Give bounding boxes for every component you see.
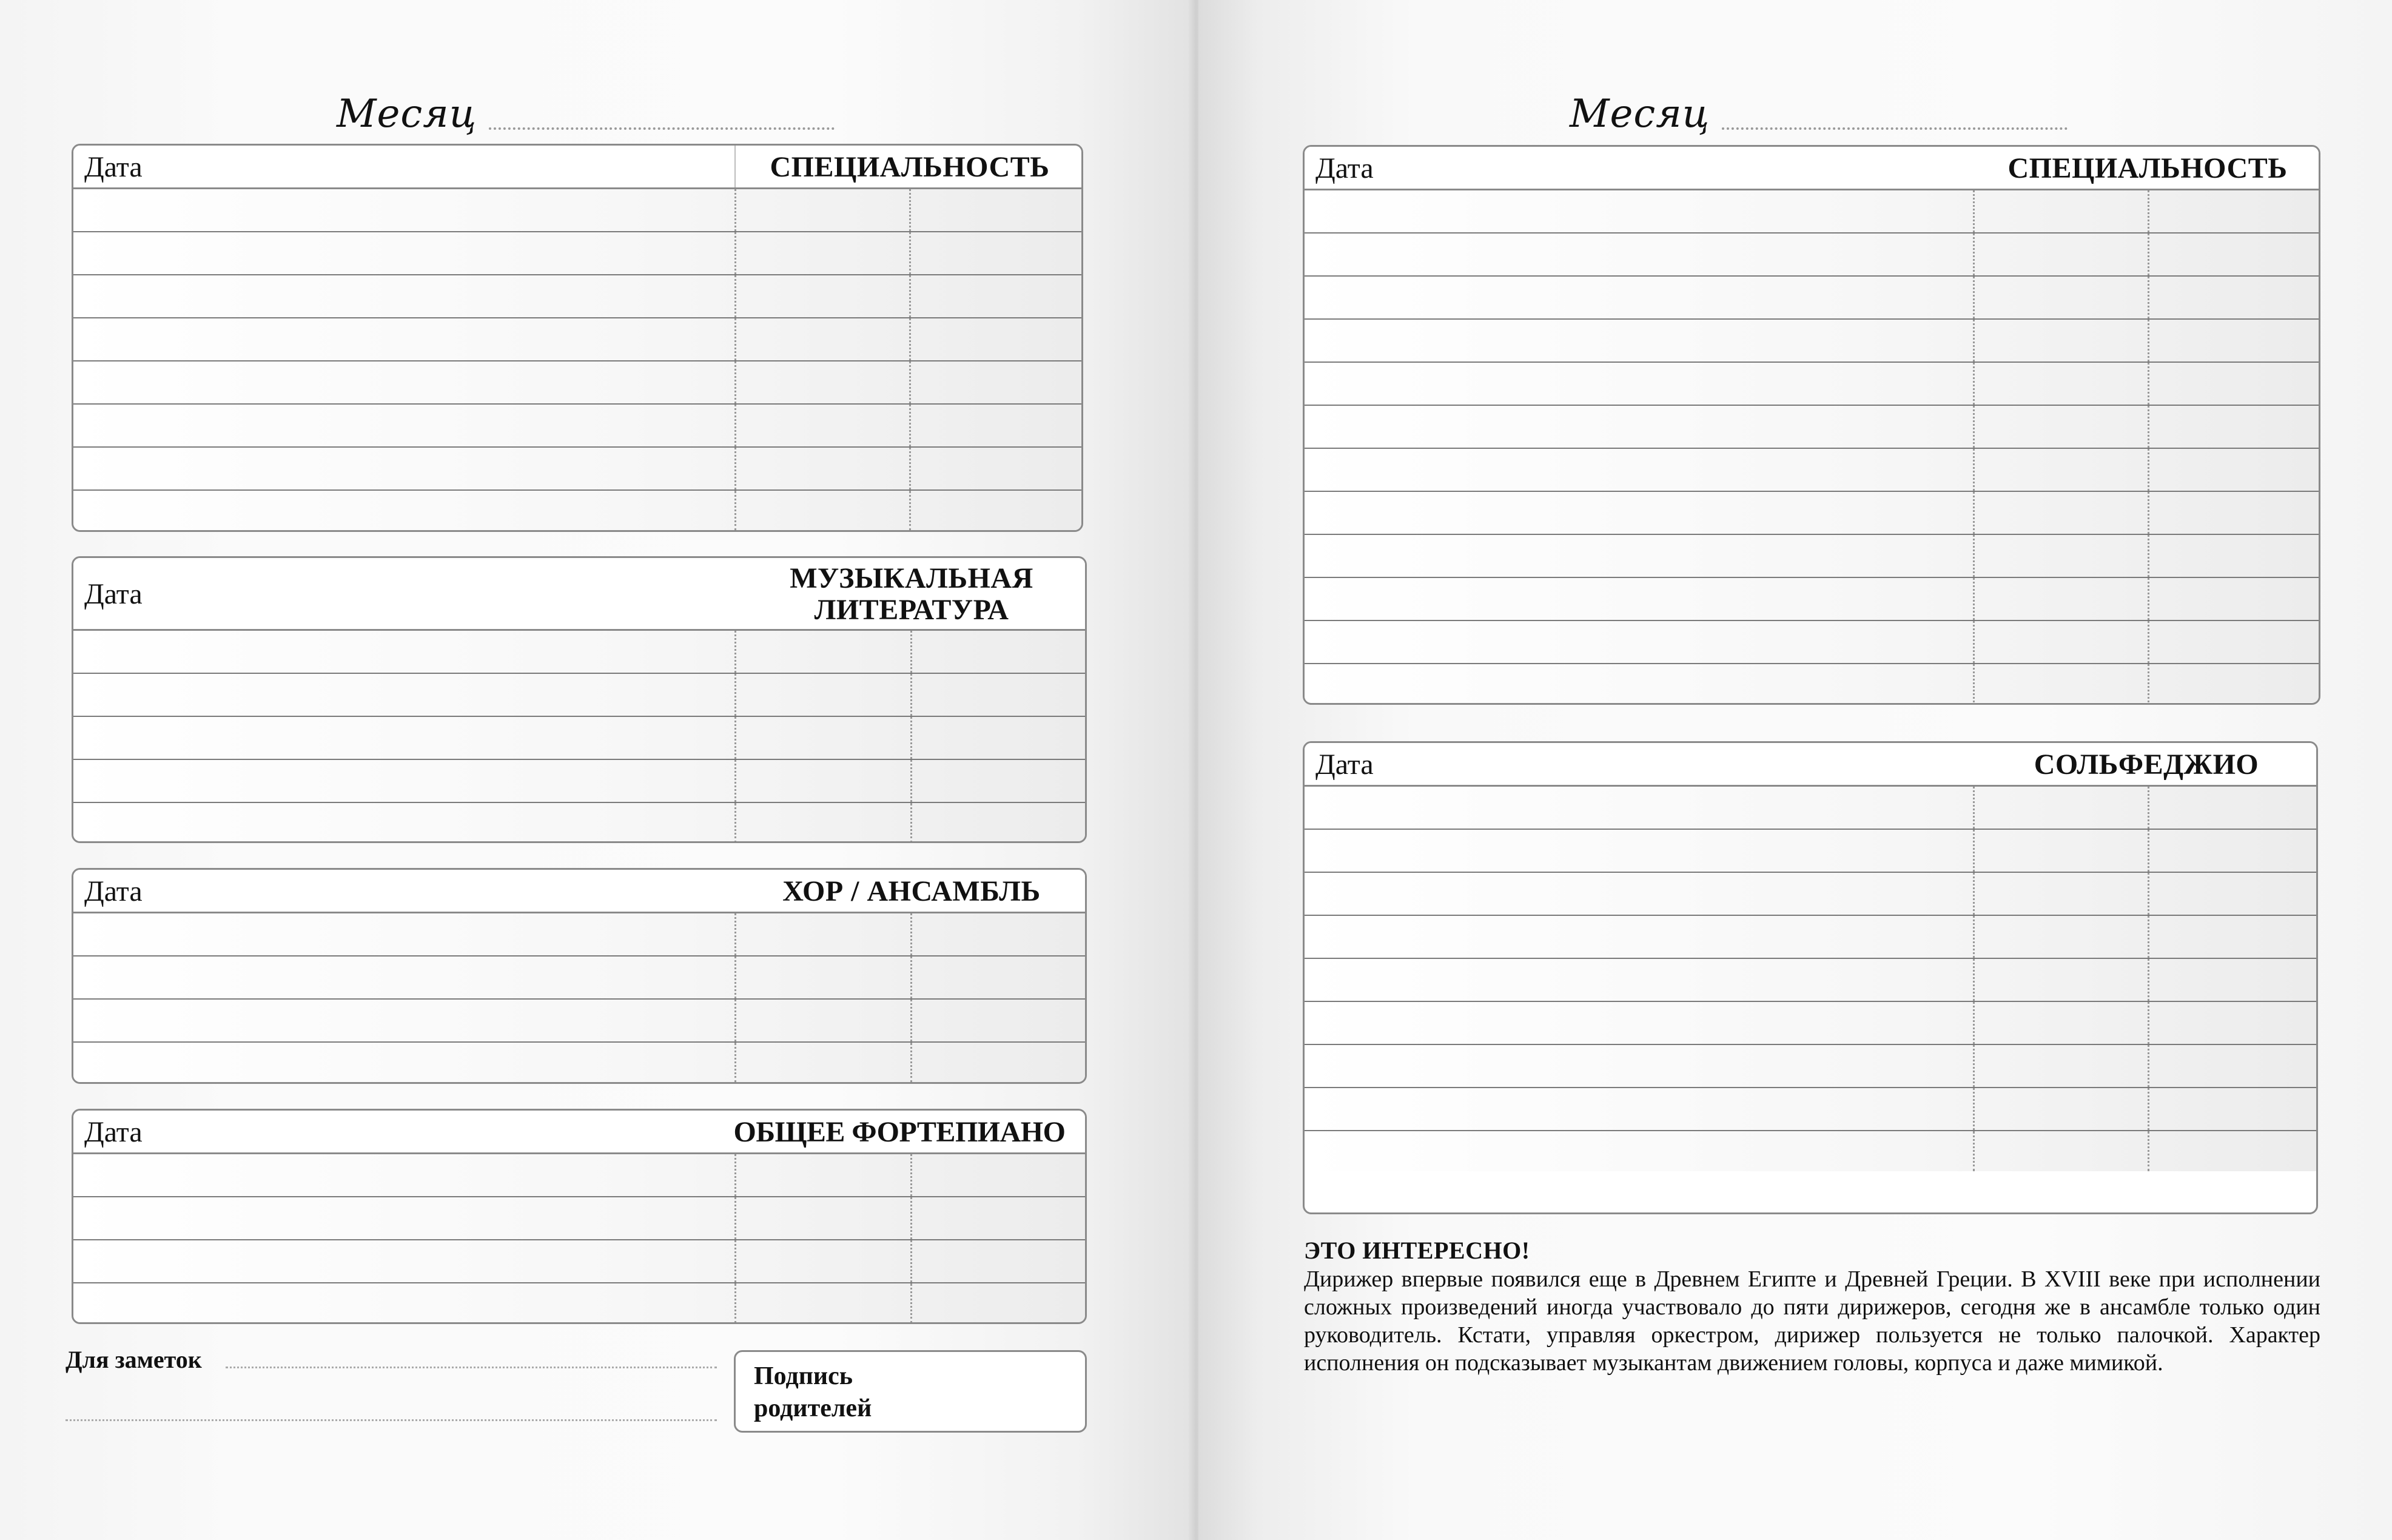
table-row[interactable] [1305, 406, 2319, 449]
table-row[interactable] [73, 1240, 1085, 1283]
table-row[interactable] [1305, 190, 2319, 234]
notes-line-1[interactable] [226, 1367, 717, 1368]
month-header [1570, 79, 2068, 136]
table-row[interactable] [73, 405, 1081, 448]
month-label: Месяц [337, 92, 477, 136]
table-row[interactable] [1305, 1131, 2316, 1171]
table-body [1305, 190, 2319, 702]
table-row[interactable] [73, 1283, 1085, 1323]
left-page [0, 0, 1194, 1540]
table-choir-ensemble [72, 868, 1087, 1084]
table-row[interactable] [1305, 234, 2319, 277]
table-header [1305, 147, 2319, 190]
table-row[interactable] [73, 674, 1085, 717]
table-row[interactable] [73, 1154, 1085, 1197]
table-row[interactable] [73, 361, 1081, 405]
table-row[interactable] [1305, 830, 2316, 873]
table-row[interactable] [73, 717, 1085, 760]
date-label: Дата [84, 578, 143, 610]
table-row[interactable] [1305, 449, 2319, 492]
date-label: Дата [1315, 748, 1374, 781]
table-row[interactable] [1305, 787, 2316, 830]
table-solfeggio [1303, 741, 2318, 1214]
subject-label: СПЕЦИАЛЬНОСТЬ [770, 151, 1050, 183]
signature-box[interactable] [734, 1350, 1087, 1433]
month-input-line[interactable] [1722, 127, 2068, 130]
table-specialty [72, 144, 1083, 532]
table-row[interactable] [1305, 1002, 2316, 1045]
table-row[interactable] [1305, 1088, 2316, 1131]
month-header [337, 79, 835, 136]
fact-text: Дирижер впервые появился еще в Древнем Египте и Древней Греции. В XVIII веке при исполнении сложных произведений иногда участвовало до пяти дирижеров, сегодня же в ансамбле только один руководитель. Кстати, управляя оркестром, дирижер пользуется не только палочкой. Характер исполнения он подсказывает музыкантам движением головы, корпуса и даже мимикой. [1304, 1266, 2320, 1376]
table-body [1305, 787, 2316, 1171]
notes-line-2[interactable] [66, 1419, 717, 1421]
table-header [73, 558, 1085, 631]
table-row[interactable] [1305, 492, 2319, 535]
subject-label: СПЕЦИАЛЬНОСТЬ [2007, 152, 2288, 184]
right-page [1198, 0, 2392, 1540]
table-header [73, 146, 1081, 189]
table-specialty [1303, 145, 2320, 705]
table-row[interactable] [1305, 277, 2319, 320]
month-label: Месяц [1570, 92, 1710, 136]
table-music-literature [72, 556, 1087, 843]
table-row[interactable] [73, 1197, 1085, 1240]
table-header [73, 870, 1085, 913]
signature-label: Подпись родителей [754, 1362, 872, 1422]
subject-label: МУЗЫКАЛЬНАЯ ЛИТЕРАТУРА [790, 562, 1033, 626]
table-header [1305, 743, 2316, 787]
table-row[interactable] [73, 1043, 1085, 1083]
table-row[interactable] [73, 631, 1085, 674]
subject-label: ХОР / АНСАМБЛЬ [782, 875, 1041, 907]
table-row[interactable] [73, 913, 1085, 957]
table-row[interactable] [1305, 363, 2319, 406]
month-input-line[interactable] [489, 127, 835, 130]
table-row[interactable] [73, 957, 1085, 1000]
table-row[interactable] [1305, 873, 2316, 916]
table-row[interactable] [73, 448, 1081, 491]
table-row[interactable] [73, 803, 1085, 843]
fact-title: ЭТО ИНТЕРЕСНО! [1304, 1237, 1530, 1264]
date-label: Дата [84, 1116, 143, 1148]
table-row[interactable] [1305, 535, 2319, 578]
table-row[interactable] [73, 232, 1081, 275]
table-row[interactable] [73, 1000, 1085, 1043]
table-row[interactable] [73, 491, 1081, 531]
table-body [73, 1154, 1085, 1323]
table-general-piano [72, 1109, 1087, 1324]
date-label: Дата [84, 151, 143, 183]
table-row[interactable] [73, 318, 1081, 361]
date-label: Дата [84, 875, 143, 907]
notes-label: Для заметок [66, 1346, 202, 1373]
table-row[interactable] [1305, 1045, 2316, 1088]
date-label: Дата [1315, 152, 1374, 184]
table-row[interactable] [73, 189, 1081, 232]
subject-label: СОЛЬФЕДЖИО [2034, 748, 2259, 781]
table-row[interactable] [1305, 664, 2319, 702]
table-row[interactable] [73, 275, 1081, 318]
table-header [73, 1111, 1085, 1154]
table-body [73, 631, 1085, 843]
table-row[interactable] [1305, 621, 2319, 664]
table-row[interactable] [1305, 916, 2316, 959]
table-body [73, 189, 1081, 531]
subject-label: ОБЩЕЕ ФОРТЕПИАНО [733, 1116, 1066, 1148]
table-row[interactable] [1305, 959, 2316, 1002]
table-row[interactable] [1305, 320, 2319, 363]
table-row[interactable] [1305, 578, 2319, 621]
table-body [73, 913, 1085, 1083]
table-row[interactable] [73, 760, 1085, 803]
